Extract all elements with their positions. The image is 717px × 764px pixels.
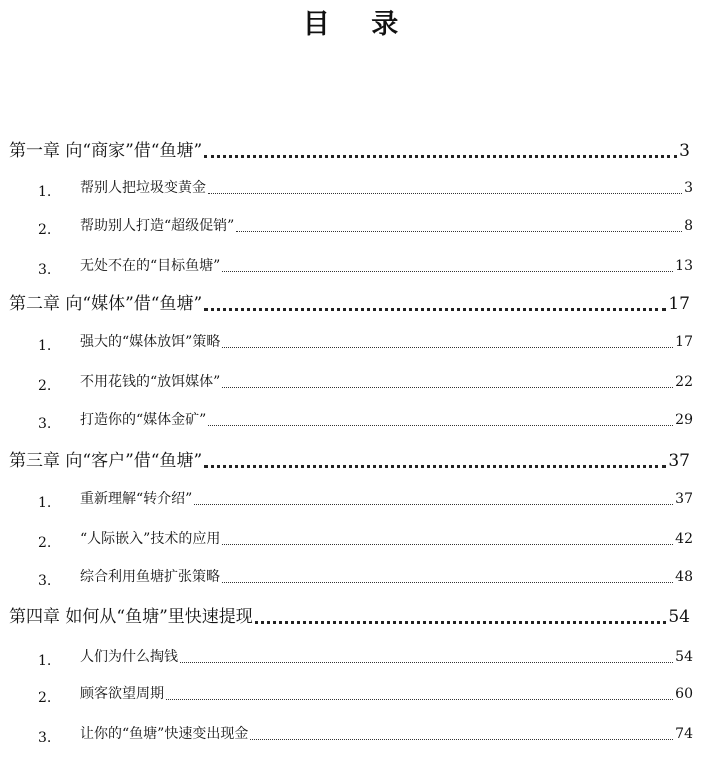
toc-section-number: 1. (38, 338, 52, 354)
toc-section-label: “人际嵌入”技术的应用 (80, 531, 221, 547)
dot-leader (236, 231, 682, 232)
toc-section-number: 2. (38, 378, 52, 394)
toc-section-number: 1. (38, 184, 52, 200)
toc-page-number: 54 (668, 607, 690, 627)
toc-page-number: 3 (679, 141, 690, 161)
toc-page-number: 37 (668, 451, 690, 471)
toc-section[interactable] (38, 252, 693, 278)
toc-section[interactable] (38, 485, 693, 511)
toc-chapter-4[interactable] (9, 603, 690, 629)
toc-section[interactable] (38, 680, 693, 706)
toc-section-label: 人们为什么掏钱 (80, 649, 178, 665)
toc-page-number: 8 (684, 218, 693, 234)
toc-page-number: 29 (675, 412, 693, 428)
dot-leader (204, 308, 666, 311)
dot-leader (222, 387, 673, 388)
dot-leader (222, 271, 673, 272)
toc-page-number: 74 (675, 726, 693, 742)
toc-chapter-label: 第三章 向“客户”借“鱼塘” (9, 451, 203, 471)
toc-section-number: 2. (38, 535, 52, 551)
toc-chapter-label: 第一章 向“商家”借“鱼塘” (9, 141, 203, 161)
toc-section[interactable] (38, 563, 693, 589)
dot-leader (222, 347, 673, 348)
toc-section-label: 打造你的“媒体金矿” (80, 412, 207, 428)
toc-section[interactable] (38, 406, 693, 432)
toc-page-number: 42 (675, 531, 693, 547)
toc-chapter-3[interactable] (9, 447, 690, 473)
toc-section[interactable] (38, 212, 693, 238)
toc-page-number: 3 (684, 180, 693, 196)
toc-chapter-2[interactable] (9, 290, 690, 316)
toc-section[interactable] (38, 720, 693, 746)
toc-page-number: 37 (675, 491, 693, 507)
dot-leader (208, 193, 682, 194)
dot-leader (194, 504, 673, 505)
toc-title: 目 录 (302, 9, 415, 40)
toc-section-label: 强大的“媒体放饵”策略 (80, 334, 221, 350)
toc-section-label: 帮助别人打造“超级促销” (80, 218, 235, 234)
toc-section[interactable] (38, 328, 693, 354)
toc-page-number: 13 (675, 258, 693, 274)
dot-leader (166, 699, 673, 700)
dot-leader (208, 425, 673, 426)
toc-chapter-label: 第二章 向“媒体”借“鱼塘” (9, 294, 203, 314)
toc-section-label: 帮别人把垃圾变黄金 (80, 180, 206, 196)
dot-leader (250, 739, 673, 740)
toc-section-label: 让你的“鱼塘”快速变出现金 (80, 726, 249, 742)
toc-chapter-label: 第四章 如何从“鱼塘”里快速提现 (9, 607, 253, 627)
toc-section[interactable] (38, 368, 693, 394)
toc-section[interactable] (38, 525, 693, 551)
toc-section-number: 2. (38, 222, 52, 238)
toc-section[interactable] (38, 174, 693, 200)
toc-section-label: 顾客欲望周期 (80, 686, 164, 702)
toc-page-number: 48 (675, 569, 693, 585)
toc-section-label: 不用花钱的“放饵媒体” (80, 374, 221, 390)
dot-leader (204, 465, 666, 468)
toc-section-number: 3. (38, 262, 52, 278)
toc-section-label: 重新理解“转介绍” (80, 491, 193, 507)
toc-section-label: 无处不在的“目标鱼塘” (80, 258, 221, 274)
toc-section-number: 2. (38, 690, 52, 706)
dot-leader (204, 155, 677, 158)
toc-section-label: 综合利用鱼塘扩张策略 (80, 569, 220, 585)
toc-section[interactable] (38, 643, 693, 669)
toc-section-number: 1. (38, 495, 52, 511)
toc-section-number: 3. (38, 573, 52, 589)
dot-leader (180, 662, 673, 663)
dot-leader (255, 621, 667, 624)
toc-section-number: 3. (38, 730, 52, 746)
toc-section-number: 1. (38, 653, 52, 669)
toc-page-number: 22 (675, 374, 693, 390)
toc-page-number: 60 (675, 686, 693, 702)
toc-section-number: 3. (38, 416, 52, 432)
toc-page-number: 17 (675, 334, 693, 350)
toc-chapter-1[interactable] (9, 137, 690, 163)
toc-page-number: 17 (668, 294, 690, 314)
toc-page-number: 54 (675, 649, 693, 665)
dot-leader (222, 544, 673, 545)
dot-leader (222, 582, 673, 583)
